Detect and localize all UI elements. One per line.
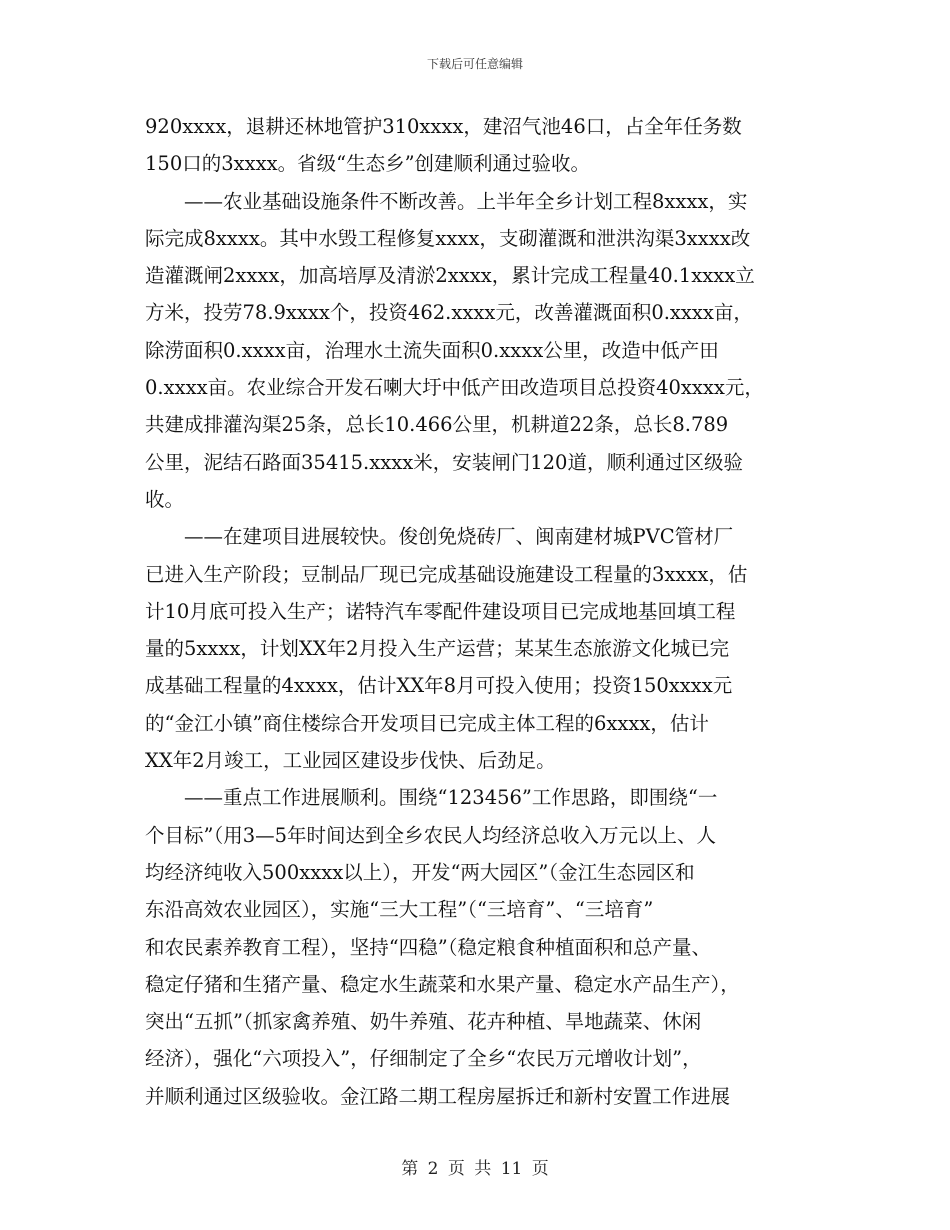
text-line: 均经济纯收入500xxxx以上），开发“两大园区”（金江生态园区和 <box>145 860 695 884</box>
text-line: 稳定仔猪和生猪产量、稳定水生蔬菜和水果产量、稳定水产品生产）， <box>145 972 740 996</box>
text-line: 共建成排灌沟渠25条，总长10.466公里，机耕道22条，总长8.789 <box>145 413 729 437</box>
text-line: 收。 <box>145 487 185 511</box>
text-line: 公里，泥结石路面35415.xxxx米，安装闸门120道，顺利通过区级验 <box>145 450 743 474</box>
text-line: 除涝面积0.xxxx亩，治理水土流失面积0.xxxx公里，改造中低产田 <box>145 338 719 362</box>
text-line: 计10月底可投入生产；诺特汽车零配件建设项目已完成地基回填工程 <box>145 599 736 623</box>
text-line: 和农民素养教育工程），坚持“四稳”（稳定粮食种植面积和总产量、 <box>145 935 711 959</box>
text-line: 0.xxxx亩。农业综合开发石喇大圩中低产田改造项目总投资40xxxx元， <box>145 376 764 400</box>
paragraph-start-line: ——农业基础设施条件不断改善。上半年全乡计划工程8xxxx，实 <box>184 189 748 213</box>
text-line: XX年2月竣工，工业园区建设步伐快、后劲足。 <box>145 749 556 773</box>
paragraph-start-line: ——在建项目进展较快。俊创免烧砖厂、闽南建材城PVC管材厂 <box>184 525 734 549</box>
text-line: 际完成8xxxx。其中水毁工程修复xxxx，支砌灌溉和泄洪沟渠3xxxx改 <box>145 226 751 250</box>
text-line: 经济），强化“六项投入”，仔细制定了全乡“农民万元增收计划”， <box>145 1047 702 1071</box>
text-line: 方米，投劳78.9xxxx个，投资462.xxxx元，改善灌溉面积0.xxxx亩， <box>145 301 753 325</box>
text-line: 量的5xxxx，计划XX年2月投入生产运营；某某生态旅游文化城已完 <box>145 637 730 661</box>
text-line: 突出“五抓”（抓家禽养殖、奶牛养殖、花卉种植、旱地蔬菜、休闲 <box>145 1010 702 1034</box>
text-line: 并顺利通过区级验收。金江路二期工程房屋拆迁和新村安置工作进展 <box>145 1084 731 1108</box>
text-line: 成基础工程量的4xxxx，估计XX年8月可投入使用；投资150xxxx元 <box>145 674 733 698</box>
paragraph-start-line: ——重点工作进展顺利。围绕“123456”工作思路，即围绕“一 <box>184 786 718 810</box>
text-line: 个目标”（用3—5年时间达到全乡农民人均经济总收入万元以上、人 <box>145 823 717 847</box>
text-line: 920xxxx，退耕还林地管护310xxxx，建沼气池46口，占全年任务数 <box>145 115 742 138</box>
text-line: 东沿高效农业园区），实施“三大工程”（“三培育”、“三培育” <box>145 898 654 922</box>
document-body <box>145 108 825 1115</box>
text-line: 已进入生产阶段；豆制品厂现已完成基础设施建设工程量的3xxxx，估 <box>145 562 748 586</box>
text-line: 造灌溉闸2xxxx，加高培厚及清淤2xxxx，累计完成工程量40.1xxxx立 <box>145 264 755 288</box>
text-line: 的“金江小镇”商住楼综合开发项目已完成主体工程的6xxxx，估计 <box>145 711 709 735</box>
text-line: 150口的3xxxx。省级“生态乡”创建顺利通过验收。 <box>145 152 591 176</box>
page-header: 下载后可任意编辑 <box>426 57 523 71</box>
page-number-footer: 第 2 页 共 11 页 <box>401 1159 549 1179</box>
